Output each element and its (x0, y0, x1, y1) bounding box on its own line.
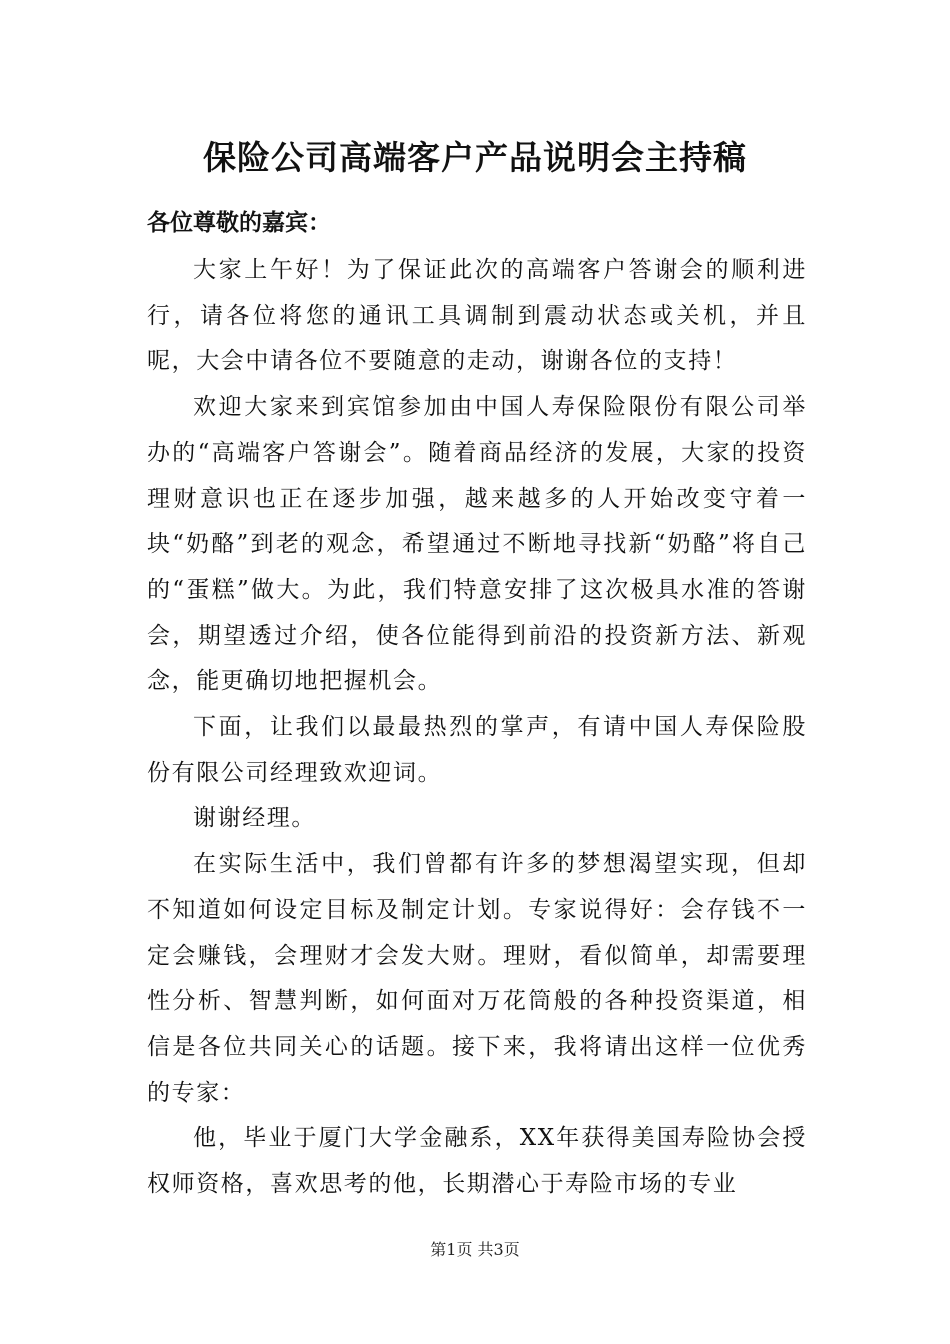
paragraph-thanks: 谢谢经理。 (193, 805, 316, 832)
page-footer: 第1页 共3页 (430, 1240, 520, 1259)
paragraph-expert-bio: 他，毕业于厦门大学金融系，XX年获得美国寿险协会授权师资格，喜欢思考的他，长期潜心于寿险市场的专业 (147, 1125, 807, 1198)
document-title: 保险公司高端客户产品说明会主持稿 (203, 138, 747, 177)
paragraph-welcome: 欢迎大家来到宾馆参加由中国人寿保险限份有限公司举办的“高端客户答谢会”。随着商品经济的发展，大家的投资理财意识也正在逐步加强，越来越多的人开始改变守着一块“奶酪”到老的观念，希望通过不断地寻找新“奶酪”将自己的“蛋糕”做大。为此，我们特意安排了这次极具水准的答谢会，期望透过介绍，使各位能得到前沿的投资新方法、新观念，能更确切地把握机会。 (147, 394, 807, 695)
paragraph-invite-manager: 下面，让我们以最最热烈的掌声，有请中国人寿保险股份有限公司经理致欢迎词。 (147, 714, 807, 786)
paragraph-greeting: 大家上午好！为了保证此次的高端客户答谢会的顺利进行，请各位将您的通讯工具调制到震动状态或关机，并且呢，大会中请各位不要随意的走动，谢谢各位的支持！ (147, 257, 807, 375)
paragraph-finance-intro: 在实际生活中，我们曾都有许多的梦想渴望实现，但却不知道如何设定目标及制定计划。专家说得好：会存钱不一定会赚钱，会理财才会发大财。理财，看似简单，却需要理性分析、智慧判断，如何面对万花筒般的各种投资渠道，相信是各位共同关心的话题。接下来，我将请出这样一位优秀的专家： (147, 851, 807, 1106)
salutation: 各位尊敬的嘉宾： (147, 209, 331, 236)
document-body (147, 248, 807, 1208)
